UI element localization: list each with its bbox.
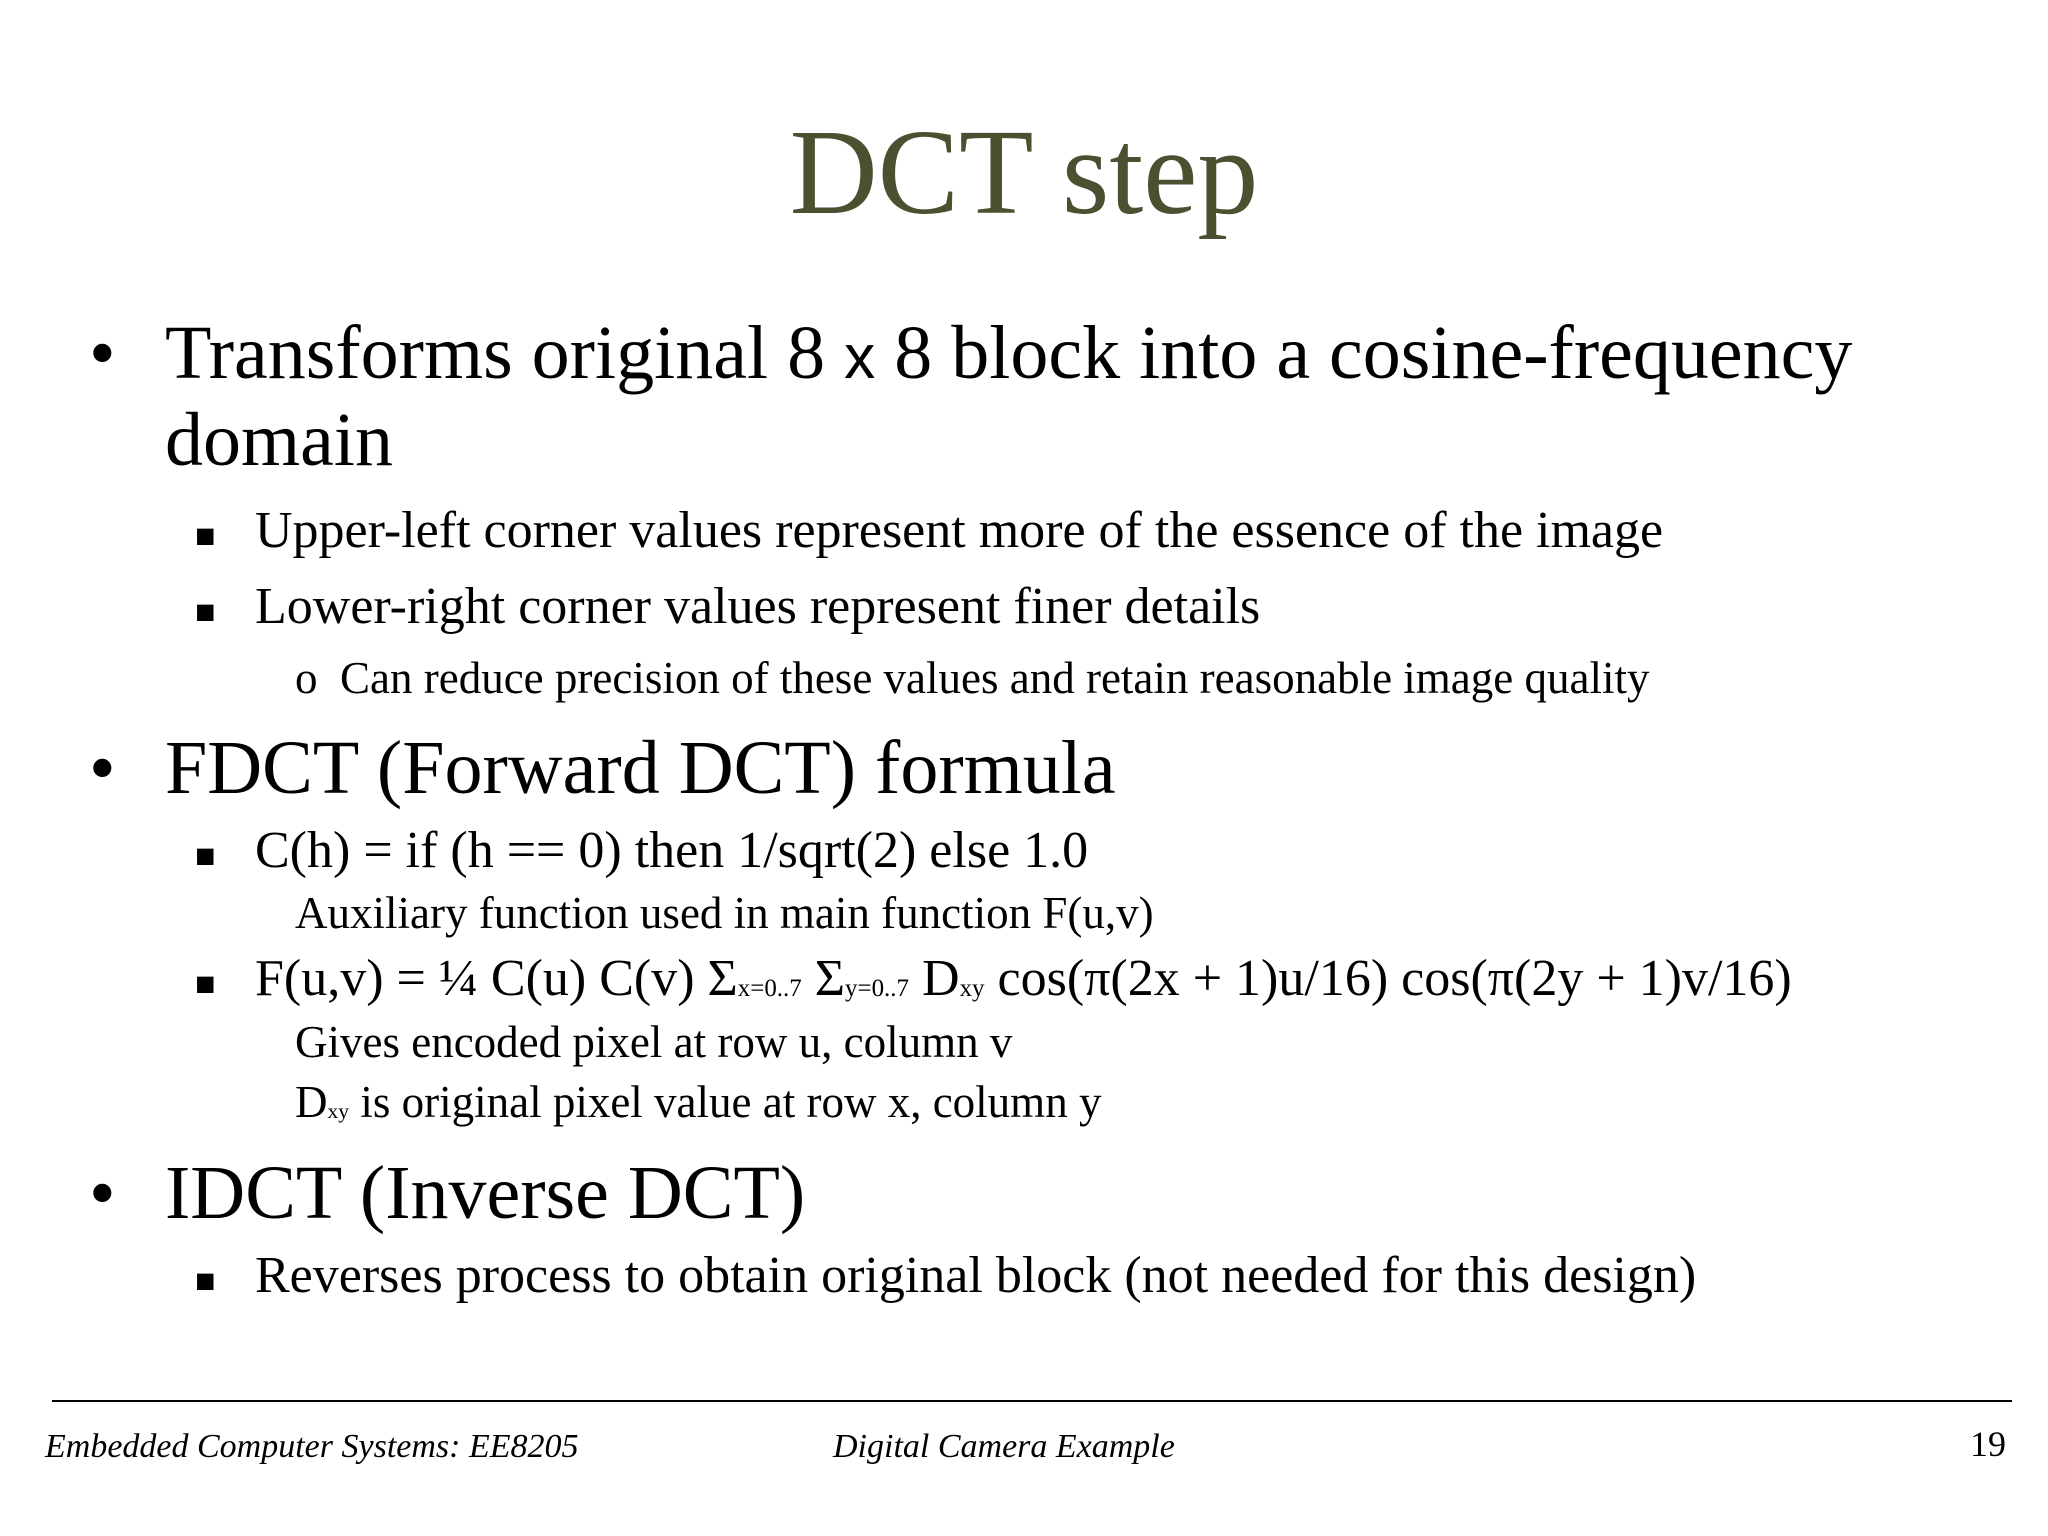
footer-course: Embedded Computer Systems: EE8205	[45, 1428, 579, 1465]
square-bullet: ■	[195, 966, 216, 1003]
bullet-transforms-line2: domain	[165, 398, 393, 483]
square-bullet: ■	[195, 1263, 216, 1300]
subsub-reduce-precision: o Can reduce precision of these values and retain reasonable image quality	[295, 653, 1650, 703]
square-bullet: ■	[195, 518, 216, 555]
footer-topic: Digital Camera Example	[833, 1428, 1175, 1465]
square-bullet: ■	[195, 838, 216, 875]
bullet-transforms-line1: Transforms original 8 x 8 block into a cosine-frequency	[165, 311, 1853, 395]
sub-upper-left: ■ Upper-left corner values represent more of the essence of the image	[255, 500, 2005, 562]
bullet-transforms	[89, 310, 1995, 485]
note-encoded-pixel: Gives encoded pixel at row u, column v	[295, 1017, 1013, 1067]
square-bullet: ■	[195, 594, 216, 631]
note-auxiliary: Auxiliary function used in main function F(u,v)	[295, 888, 1154, 938]
sub-lower-right: ■ Lower-right corner values represent finer details	[255, 576, 2005, 638]
bullet-fdct: • FDCT (Forward DCT) formula	[165, 725, 1995, 812]
o-bullet: o	[295, 653, 318, 703]
slide-title: DCT step	[789, 105, 1259, 240]
sub-reverses: ■ Reverses process to obtain original block (not needed for this design)	[255, 1245, 2005, 1307]
sub-c-function: ■ C(h) = if (h == 0) then 1/sqrt(2) else 1.0	[255, 820, 2005, 882]
page-number: 19	[1970, 1424, 2006, 1464]
bullet-dot: •	[89, 726, 116, 810]
bullet-dot: •	[89, 311, 116, 395]
note-original-pixel: Dxy is original pixel value at row x, column y	[295, 1077, 1102, 1127]
footer-divider	[52, 1400, 2012, 1402]
sub-f-formula: ■ F(u,v) = ¼ C(u) C(v) Σx=0..7 Σy=0..7 Dxy cos(π(2x + 1)u/16) cos(π(2y + 1)v/16)	[255, 948, 2005, 1010]
bullet-idct: • IDCT (Inverse DCT)	[165, 1150, 1995, 1237]
bullet-dot: •	[89, 1151, 116, 1235]
